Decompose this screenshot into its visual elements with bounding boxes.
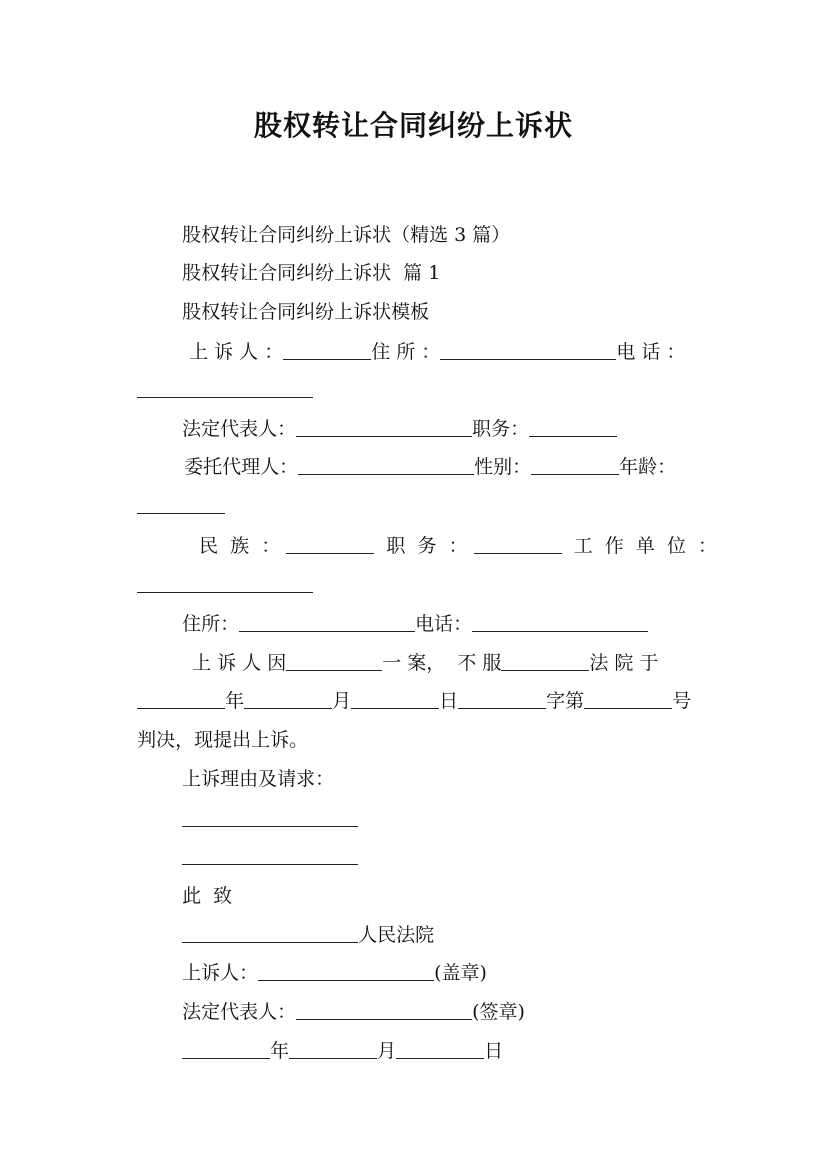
sign-day-blank <box>396 1040 484 1059</box>
residence2-label: 住所： <box>182 613 240 635</box>
cizhi-text: 此 致 <box>182 885 233 907</box>
case-text-3: 法 院 于 <box>589 652 659 674</box>
court-text: 人民法院 <box>358 924 435 946</box>
position2-blank <box>474 535 562 554</box>
phone-label: 电 话 ： <box>616 341 686 363</box>
agent-label: 委托代理人： <box>184 456 299 478</box>
workplace-label: 工 作 单 位 ： <box>573 535 718 557</box>
sign-date-row <box>170 1015 503 1063</box>
day-blank <box>351 690 439 709</box>
legal-rep-sign-label: 法定代表人： <box>182 1001 297 1023</box>
template-heading-text: 股权转让合同纠纷上诉状模板 <box>182 301 430 323</box>
agent-blank <box>298 456 474 475</box>
position2-label: 职 务 ： <box>386 535 468 557</box>
judgment-text: 判决，现提出上诉。 <box>137 729 309 751</box>
year-label: 年 <box>225 690 245 712</box>
sign-year-blank <box>182 1040 270 1059</box>
reasons-text: 上诉理由及请求： <box>182 768 335 790</box>
zi-di-label: 字第 <box>546 690 585 712</box>
hao-label: 号 <box>672 690 692 712</box>
sign-year-label: 年 <box>270 1040 290 1062</box>
zi-blank <box>458 690 546 709</box>
hao-blank <box>584 690 672 709</box>
phone2-label: 电话： <box>415 613 473 635</box>
appellant-sign-label: 上诉人： <box>182 962 259 984</box>
residence-blank <box>440 341 616 360</box>
case-text-1: 上 诉 人 因 <box>192 652 287 674</box>
agent-row <box>172 431 676 479</box>
month-label: 月 <box>332 690 352 712</box>
subtitle-text: 股权转让合同纠纷上诉状（精选 3 篇） <box>182 224 511 246</box>
gender-label: 性别： <box>474 456 532 478</box>
appellant-label: 上 诉 人 ： <box>189 341 284 363</box>
document-title: 股权转让合同纠纷上诉状 <box>253 109 573 142</box>
seal-text: (盖章) <box>434 962 487 984</box>
day-label: 日 <box>439 690 459 712</box>
legal-rep-label: 法定代表人： <box>182 418 297 440</box>
sign-month-label: 月 <box>377 1040 397 1062</box>
ethnicity-label: 民 族 ： <box>199 535 281 557</box>
position-label: 职务： <box>472 418 530 440</box>
sign-day-label: 日 <box>484 1040 504 1062</box>
sign-month-blank <box>289 1040 377 1059</box>
case-text-2: 一 案， 不 服 <box>382 652 502 674</box>
residence-label: 住 所 ： <box>371 341 441 363</box>
age-label: 年龄： <box>619 456 677 478</box>
section-heading-text: 股权转让合同纠纷上诉状 篇 1 <box>182 262 441 284</box>
gender-blank <box>531 456 619 475</box>
signature-text: (签章) <box>472 1001 525 1023</box>
